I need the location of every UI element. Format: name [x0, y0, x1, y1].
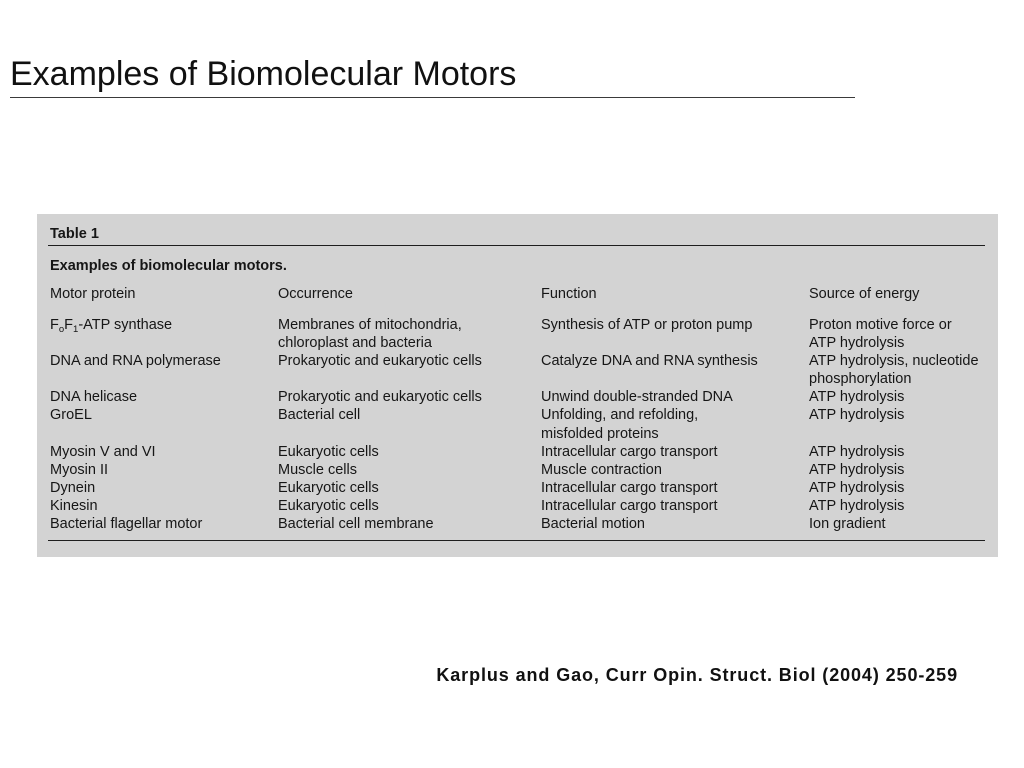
motor-protein-cell: GroEL	[50, 407, 92, 424]
occurrence-cell: Eukaryotic cells	[278, 443, 379, 460]
energy-source-cell: Ion gradient	[809, 516, 886, 533]
function-cell: Bacterial motion	[541, 516, 645, 533]
energy-source-cell: ATP hydrolysis	[809, 407, 905, 424]
table-row	[50, 406, 995, 442]
function-cell: Muscle contraction	[541, 461, 662, 478]
function-cell: Catalyze DNA and RNA synthesis	[541, 353, 758, 370]
slide-title: Examples of Biomolecular Motors	[10, 55, 517, 93]
motor-name-part: F	[64, 317, 74, 333]
table-figure	[37, 214, 998, 557]
function-cell: Intracellular cargo transport	[541, 443, 718, 460]
motor-name-part: -ATP synthase	[78, 317, 173, 333]
occurrence-cell: Bacterial cell	[278, 407, 361, 424]
motor-protein-cell: Bacterial flagellar motor	[50, 516, 203, 533]
motor-name-part: F	[50, 317, 59, 333]
occurrence-cell: Membranes of mitochondria, chloroplast and bacteria	[278, 317, 462, 352]
motor-protein-cell: Myosin II	[50, 461, 109, 478]
function-cell: Intracellular cargo transport	[541, 497, 718, 514]
column-header-occurrence: Occurrence	[278, 286, 353, 302]
function-cell: Intracellular cargo transport	[541, 479, 718, 496]
occurrence-cell: Muscle cells	[278, 461, 357, 478]
motor-protein-cell	[50, 316, 278, 352]
motor-protein-cell: DNA helicase	[50, 389, 138, 406]
table-bottom-rule	[48, 540, 985, 542]
motor-protein-cell: Kinesin	[50, 497, 98, 514]
table-row	[50, 461, 995, 479]
energy-source-cell: ATP hydrolysis	[809, 443, 905, 460]
table-row	[50, 388, 995, 406]
citation: Karplus and Gao, Curr Opin. Struct. Biol (2004) 250-259	[436, 665, 958, 685]
table-caption: Examples of biomolecular motors.	[50, 258, 287, 274]
table-row	[50, 443, 995, 461]
energy-source-cell: ATP hydrolysis	[809, 461, 905, 478]
motor-name-subscript: 1	[73, 324, 79, 335]
occurrence-cell: Eukaryotic cells	[278, 479, 379, 496]
table-header-row	[50, 285, 995, 303]
column-header-motor-protein: Motor protein	[50, 286, 136, 302]
motor-protein-cell: Dynein	[50, 479, 96, 496]
table-top-rule	[48, 245, 985, 247]
table-row	[50, 515, 995, 533]
energy-source-cell: Proton motive force or ATP hydrolysis	[809, 317, 952, 352]
table-row	[50, 352, 995, 388]
energy-source-cell: ATP hydrolysis	[809, 389, 905, 406]
occurrence-cell: Eukaryotic cells	[278, 497, 379, 514]
energy-source-cell: ATP hydrolysis	[809, 479, 905, 496]
motor-protein-cell: DNA and RNA polymerase	[50, 353, 221, 370]
table-row	[50, 479, 995, 497]
occurrence-cell: Bacterial cell membrane	[278, 516, 434, 533]
column-header-function: Function	[541, 286, 597, 302]
table-body	[50, 316, 995, 533]
motor-name-subscript: o	[58, 324, 65, 335]
motor-protein-cell: Myosin V and VI	[50, 443, 156, 460]
function-cell: Unwind double-stranded DNA	[541, 389, 733, 406]
function-cell: Synthesis of ATP or proton pump	[541, 317, 753, 333]
table-label: Table 1	[50, 226, 99, 242]
occurrence-cell: Prokaryotic and eukaryotic cells	[278, 353, 482, 370]
occurrence-cell: Prokaryotic and eukaryotic cells	[278, 389, 482, 406]
energy-source-cell: ATP hydrolysis	[809, 497, 905, 514]
energy-source-cell: ATP hydrolysis, nucleotide phosphorylation	[809, 353, 979, 388]
title-underline	[10, 97, 855, 98]
table-row	[50, 316, 995, 352]
table-row	[50, 497, 995, 515]
function-cell: Unfolding, and refolding, misfolded proteins	[541, 407, 699, 442]
column-header-source-of-energy: Source of energy	[809, 286, 920, 302]
